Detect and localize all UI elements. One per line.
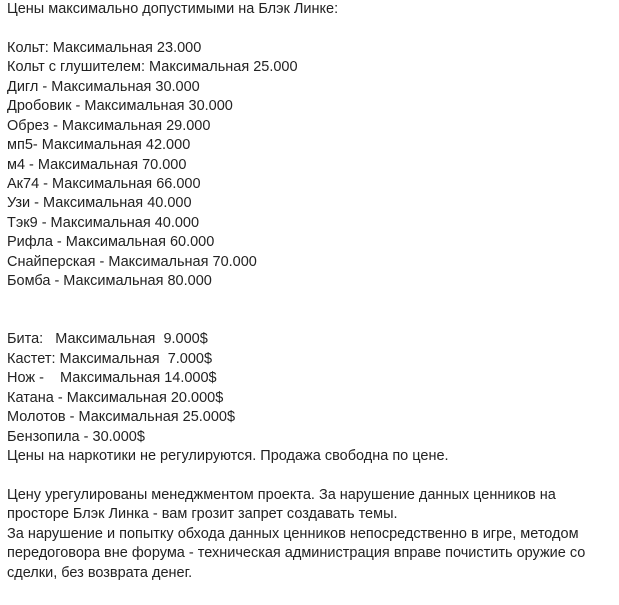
weapon-price-rifle: Рифла - Максимальная 60.000 (7, 234, 215, 251)
rules-line: передоговора вне форума - техническая администрация вправе почистить оружие со (7, 545, 586, 562)
weapon-price-colt: Кольт: Максимальная 23.000 (7, 39, 202, 56)
rules-line: просторе Блэк Линка - вам грозит запрет создавать темы. (7, 506, 398, 523)
drugs-note: Цены на наркотики не регулируются. Продажа свободна по цене. (7, 448, 449, 465)
weapon-price-colt-silenced: Кольт с глушителем: Максимальная 25.000 (7, 59, 298, 76)
melee-price-katana: Катана - Максимальная 20.000$ (7, 389, 224, 406)
melee-price-list (7, 330, 613, 447)
rules-line: За нарушение и попытку обхода данных ценников непосредственно в игре, методом (7, 525, 579, 542)
weapon-price-bomb: Бомба - Максимальная 80.000 (7, 273, 212, 290)
rules-line: сделки, без возврата денег. (7, 564, 193, 581)
melee-price-knuckles: Кастет: Максимальная 7.000$ (7, 350, 213, 367)
weapon-price-shotgun: Дробовик - Максимальная 30.000 (7, 98, 233, 115)
weapon-price-ak47: Ак74 - Максимальная 66.000 (7, 175, 201, 192)
rules-paragraph (7, 486, 613, 583)
rules-line: Цену урегулированы менеджментом проекта. За нарушение данных ценников на (7, 486, 556, 503)
weapon-price-mp5: мп5- Максимальная 42.000 (7, 137, 191, 154)
melee-price-molotov: Молотов - Максимальная 25.000$ (7, 409, 236, 426)
blank-line (7, 311, 613, 330)
post-title: Цены максимально допустимыми на Блэк Линке: (7, 1, 339, 17)
blank-line (7, 467, 613, 486)
melee-price-chainsaw: Бензопила - 30.000$ (7, 428, 145, 445)
weapon-price-sniper: Снайперская - Максимальная 70.000 (7, 253, 257, 270)
weapon-price-deagle: Дигл - Максимальная 30.000 (7, 78, 200, 95)
weapon-price-m4: м4 - Максимальная 70.000 (7, 156, 187, 173)
melee-price-knife: Нож - Максимальная 14.000$ (7, 370, 217, 387)
melee-price-bat: Бита: Максимальная 9.000$ (7, 331, 208, 348)
blank-line (7, 292, 613, 311)
blank-line (7, 19, 613, 38)
weapon-price-list (7, 39, 613, 292)
weapon-price-sawnoff: Обрез - Максимальная 29.000 (7, 117, 211, 134)
weapon-price-tec9: Тэк9 - Максимальная 40.000 (7, 214, 200, 231)
weapon-price-uzi: Узи - Максимальная 40.000 (7, 195, 192, 212)
forum-post-body (7, 0, 613, 583)
